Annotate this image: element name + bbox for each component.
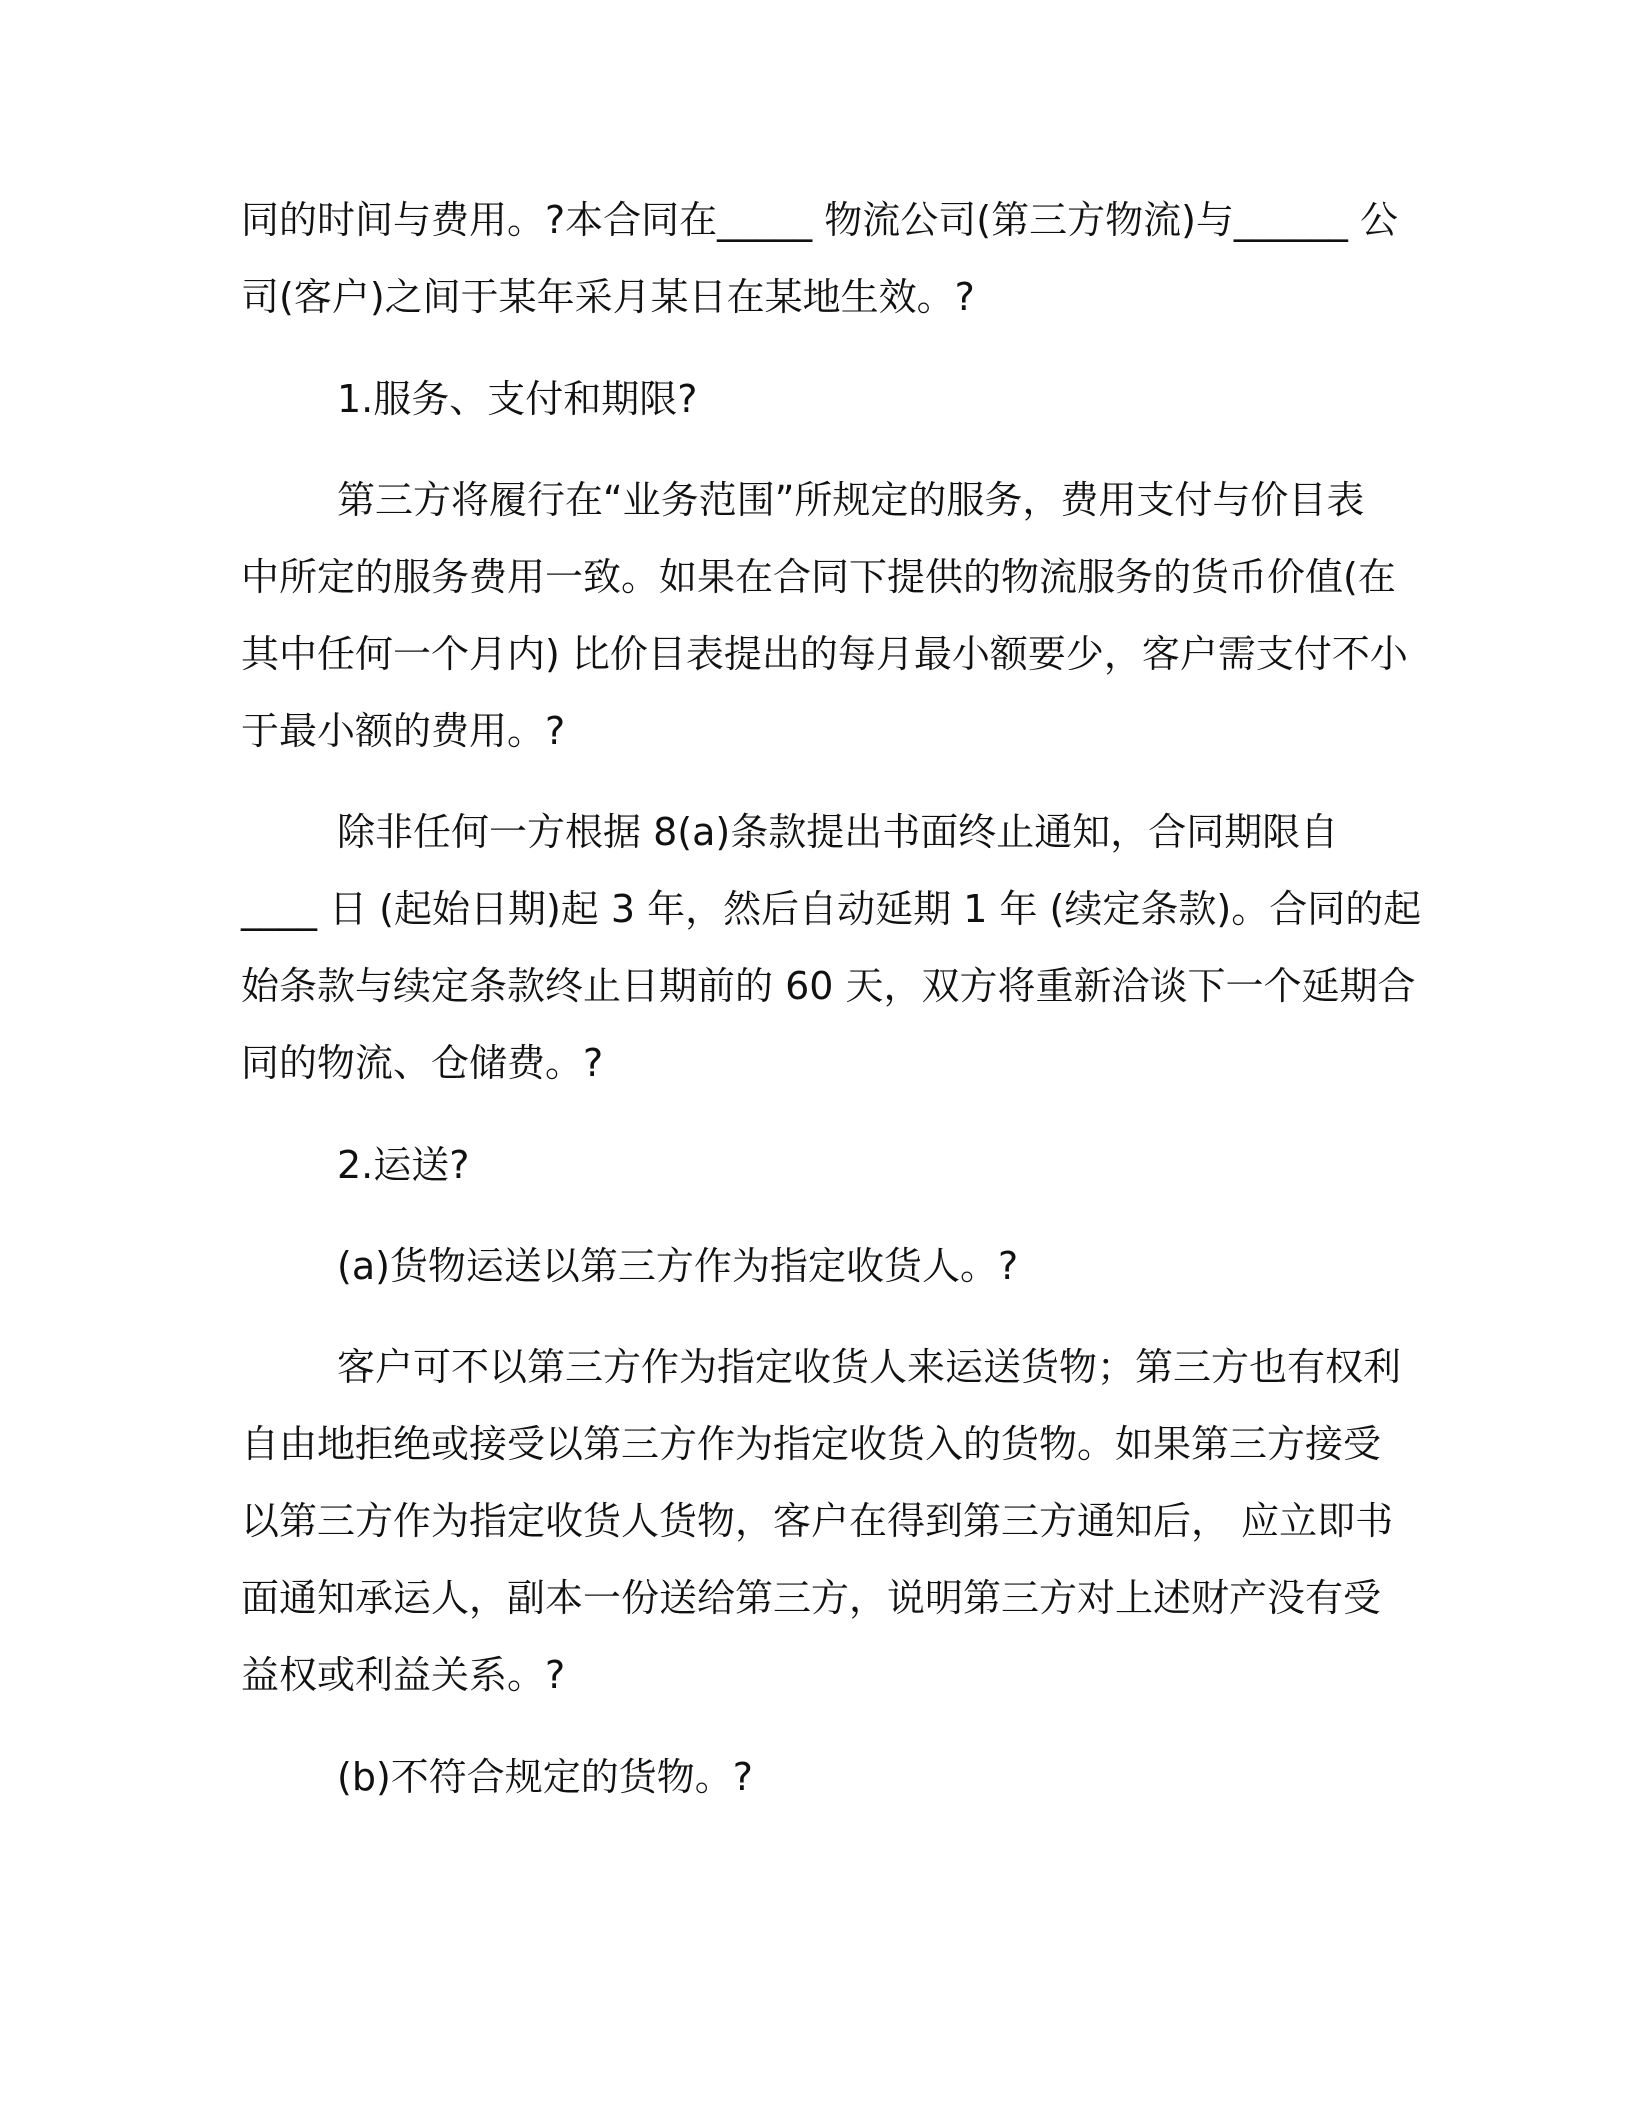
text-line: 其中任何一个月内) 比价目表提出的每月最小额要少，客户需支付不小 <box>241 632 1408 676</box>
text-line: 以第三方作为指定收货人货物，客户在得到第三方通知后， 应立即书 <box>241 1499 1394 1543</box>
text-line: 自由地拒绝或接受以第三方作为指定收货入的货物。如果第三方接受 <box>241 1422 1382 1466</box>
text-line: 第三方将履行在“业务范围”所规定的服务，费用支付与价目表 <box>337 478 1365 522</box>
section-heading: 1.服务、支付和期限? <box>337 377 698 421</box>
section-heading: 2.运送? <box>337 1143 470 1187</box>
text-line: 除非任何一方根据 8(a)条款提出书面终止通知，合同期限自 <box>337 810 1339 854</box>
text-line: 始条款与续定条款终止日期前的 60 天，双方将重新洽谈下一个延期合 <box>241 964 1416 1008</box>
text-line: 益权或利益关系。? <box>241 1653 566 1697</box>
text-line: ____ 日 (起始日期)起 3 年，然后自动延期 1 年 (续定条款)。合同的起 <box>241 887 1422 931</box>
text-line: 中所定的服务费用一致。如果在合同下提供的物流服务的货币价值(在 <box>241 555 1396 599</box>
text-line: 客户可不以第三方作为指定收货人来运送货物；第三方也有权利 <box>337 1345 1402 1389</box>
text-line: 同的时间与费用。?本合同在_____ 物流公司(第三方物流)与______ 公 <box>241 198 1398 242</box>
subsection-heading: (b)不符合规定的货物。? <box>337 1755 753 1799</box>
text-line: 同的物流、仓储费。? <box>241 1041 604 1085</box>
text-line: 面通知承运人，副本一份送给第三方，说明第三方对上述财产没有受 <box>241 1576 1382 1620</box>
text-line: 司(客户)之间于某年采月某日在某地生效。? <box>241 275 975 319</box>
subsection-heading: (a)货物运送以第三方作为指定收货人。? <box>337 1244 1019 1288</box>
text-line: 于最小额的费用。? <box>241 709 566 753</box>
